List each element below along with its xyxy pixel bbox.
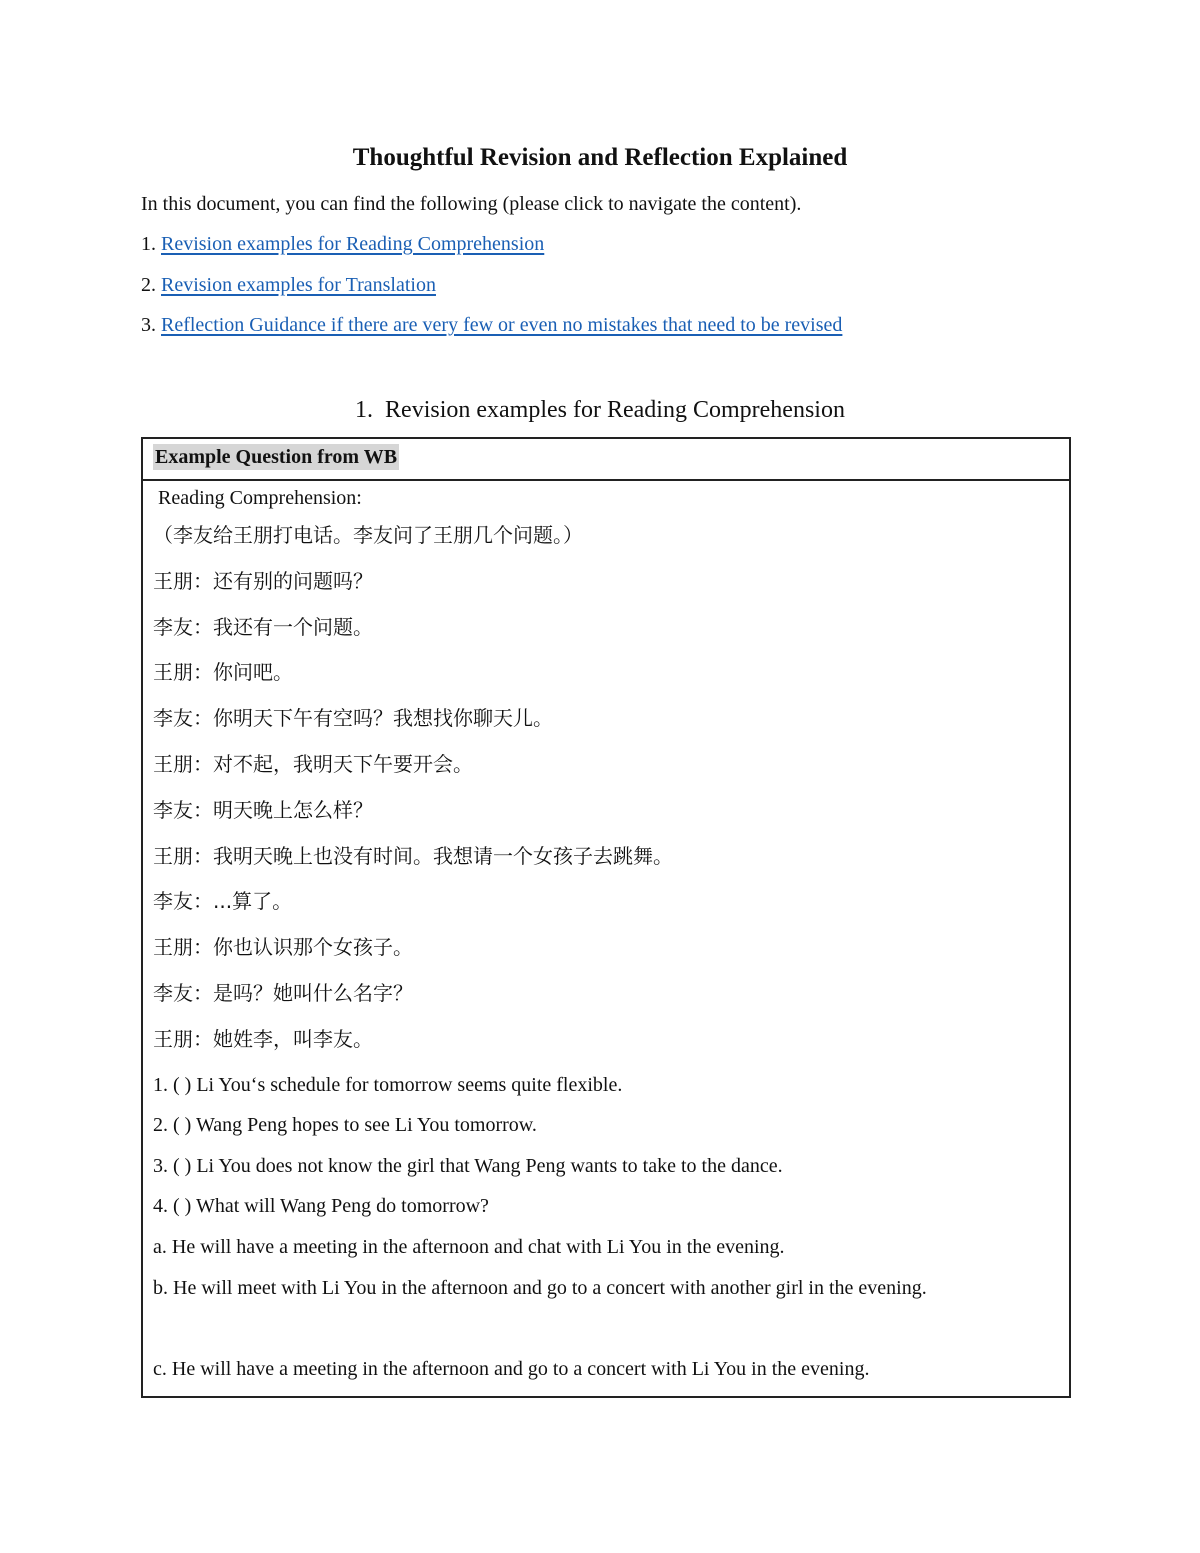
example-box-body <box>143 481 1069 1394</box>
dialogue-line: 王朋：对不起，我明天下午要开会。 <box>153 751 473 776</box>
reading-comprehension-label: Reading Comprehension: <box>158 487 362 509</box>
question-item: 1. ( ) Li You‘s schedule for tomorrow seems quite flexible. <box>153 1073 623 1096</box>
toc-link-translation[interactable]: Revision examples for Translation <box>161 273 436 296</box>
example-question-box <box>141 437 1071 1398</box>
toc-link-reading-comprehension[interactable]: Revision examples for Reading Comprehension <box>161 233 545 255</box>
toc-number: 1. <box>141 233 156 255</box>
dialogue-line: 李友：是吗？她叫什么名字？ <box>153 980 413 1005</box>
dialogue-line: （李友给王朋打电话。李友问了王朋几个问题。） <box>153 523 583 547</box>
dialogue-line: 李友：...算了。 <box>153 889 293 914</box>
question-item: 2. ( ) Wang Peng hopes to see Li You tomorrow. <box>153 1114 537 1137</box>
dialogue-line: 王朋：还有别的问题吗？ <box>153 568 373 593</box>
intro-text: In this document, you can find the following (please click to navigate the content). <box>141 193 802 215</box>
example-box-header <box>143 439 1069 481</box>
dialogue-line: 王朋：你问吧。 <box>153 660 293 685</box>
answer-option-a: a. He will have a meeting in the afternoon and chat with Li You in the evening. <box>153 1235 785 1258</box>
dialogue-line: 王朋：你也认识那个女孩子。 <box>153 935 413 960</box>
example-box-header-label: Example Question from WB <box>155 446 398 468</box>
section-title: Revision examples for Reading Comprehension <box>385 397 845 423</box>
dialogue-line: 李友：我还有一个问题。 <box>153 614 373 639</box>
toc-item-1 <box>141 229 842 270</box>
toc-link-reflection-guidance[interactable]: Reflection Guidance if there are very few or even no mistakes that need to be revised <box>161 314 843 336</box>
answer-option-c: c. He will have a meeting in the afternoon and go to a concert with Li You in the evening. <box>153 1357 870 1380</box>
answer-option-b: b. He will meet with Li You in the afternoon and go to a concert with another girl in the evening. <box>153 1276 927 1299</box>
question-item: 3. ( ) Li You does not know the girl that Wang Peng wants to take to the dance. <box>153 1154 783 1177</box>
section-heading-reading-comprehension <box>0 392 1200 428</box>
dialogue-line: 李友：你明天下午有空吗？我想找你聊天儿。 <box>153 706 553 731</box>
toc-item-3 <box>141 310 842 351</box>
document-title: Thoughtful Revision and Reflection Explained <box>352 144 848 171</box>
table-of-contents <box>141 229 842 351</box>
toc-item-2 <box>141 270 842 311</box>
dialogue-line: 王朋：她姓李，叫李友。 <box>153 1026 373 1051</box>
section-number: 1. <box>355 397 374 423</box>
dialogue-line: 王朋：我明天晚上也没有时间。我想请一个女孩子去跳舞。 <box>153 843 673 868</box>
question-item: 4. ( ) What will Wang Peng do tomorrow? <box>153 1195 489 1218</box>
toc-number: 2. <box>141 273 156 296</box>
dialogue-line: 李友：明天晚上怎么样？ <box>153 797 373 822</box>
toc-number: 3. <box>141 314 156 336</box>
